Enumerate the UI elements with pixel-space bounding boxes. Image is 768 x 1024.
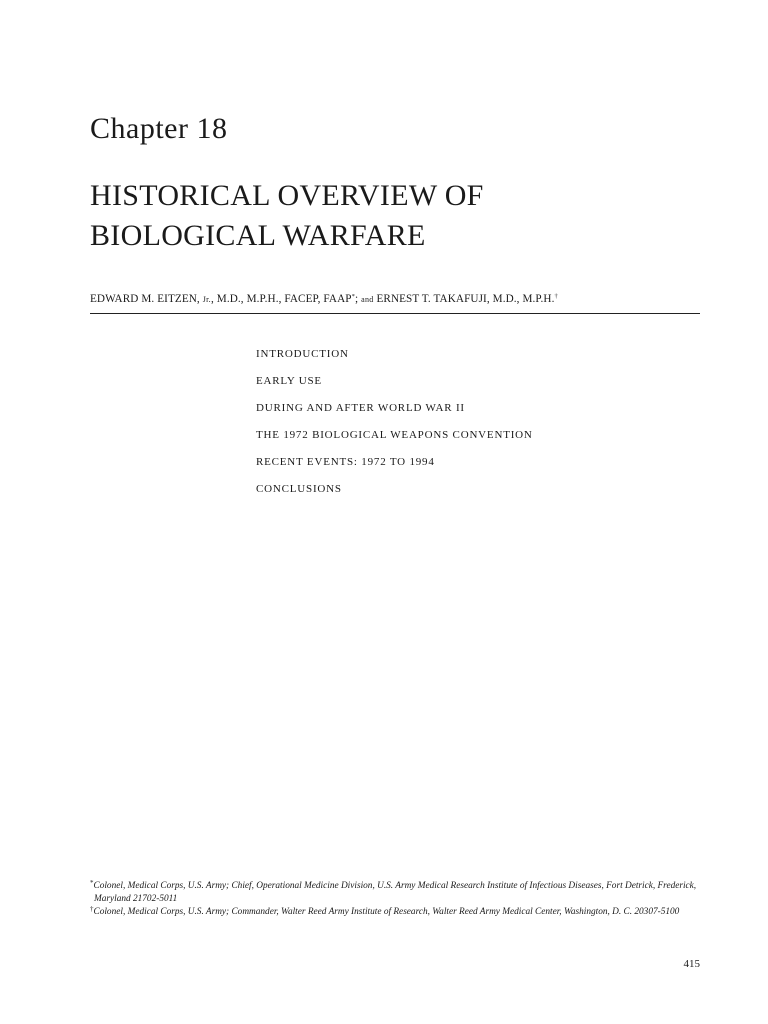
author-1-suffix: Jr.	[202, 295, 211, 304]
footnotes	[90, 880, 702, 919]
outline-item: DURING AND AFTER WORLD WAR II	[256, 402, 465, 414]
chapter-label: Chapter 18	[90, 112, 228, 145]
outline-item: RECENT EVENTS: 1972 TO 1994	[256, 456, 435, 468]
chapter-title-line-2: BIOLOGICAL WARFARE	[90, 219, 426, 252]
chapter-outline	[256, 345, 533, 507]
outline-item: CONCLUSIONS	[256, 483, 342, 495]
page-number: 415	[683, 958, 700, 970]
chapter-title-line-1: HISTORICAL OVERVIEW OF	[90, 179, 484, 212]
author-2-name: ERNEST T. TAKAFUJI, M.D., M.P.H.	[376, 293, 555, 305]
footnote-1-mark: *	[90, 879, 94, 887]
chapter-title	[90, 176, 710, 256]
author-1-credentials: , M.D., M.P.H., FACEP, FAAP	[210, 293, 352, 305]
author-1-footnote-mark: *	[351, 293, 355, 300]
outline-item: THE 1972 BIOLOGICAL WEAPONS CONVENTION	[256, 429, 533, 441]
author-1-name: EDWARD M. EITZEN,	[90, 293, 200, 305]
footnote-2	[90, 906, 702, 919]
footnote-1-text: Colonel, Medical Corps, U.S. Army; Chief, Operational Medicine Division, U.S. Army Medical Research Institute of Infectious Diseases, Fort Detrick, Frederick, Maryland 21702-5011	[93, 881, 697, 904]
footnote-1	[90, 880, 702, 906]
author-separator: ;	[354, 293, 359, 305]
outline-item: INTRODUCTION	[256, 348, 349, 360]
footnote-2-text: Colonel, Medical Corps, U.S. Army; Commander, Walter Reed Army Institute of Research, Walter Reed Army Medical Center, Washington, D. C. 20307-5100	[93, 907, 680, 917]
and-conjunction: and	[361, 295, 374, 304]
author-line	[90, 293, 702, 305]
author-2-footnote-mark: †	[554, 293, 558, 300]
header-divider	[90, 313, 700, 314]
outline-item: EARLY USE	[256, 375, 322, 387]
footnote-2-mark: †	[90, 905, 94, 913]
